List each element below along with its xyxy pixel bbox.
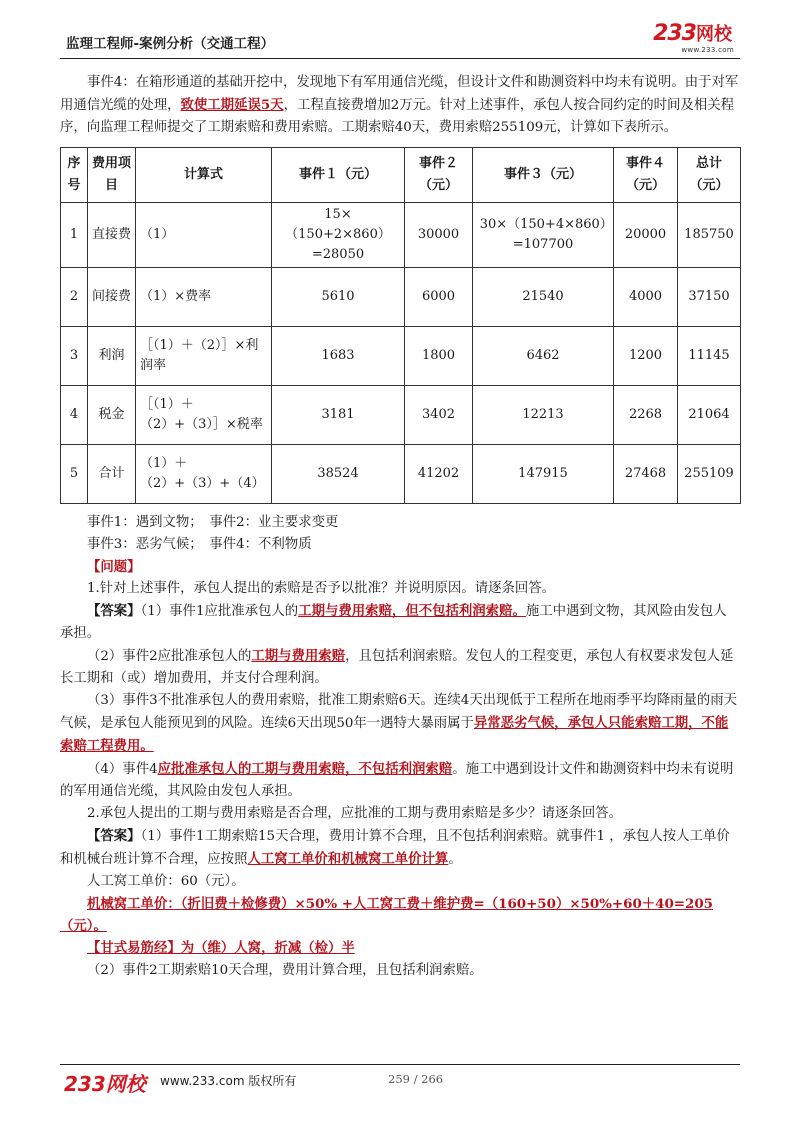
table-cell: 1800 xyxy=(405,327,473,386)
table-row xyxy=(61,327,741,386)
answer-text: 。施工中遇到设计文件和勘测资料中均未有说明的军用通信光缆，其风险由发包人承担。 xyxy=(60,762,734,799)
intro-highlight: 致使工期延误5天 xyxy=(180,97,284,113)
answer-2-2: （2）事件2工期索赔10天合理，费用计算合理，且包括利润索赔。 xyxy=(87,963,483,978)
col-header: 事件３（元） xyxy=(473,148,614,203)
table-cell: 2 xyxy=(61,268,88,327)
page-header xyxy=(60,21,740,59)
question-1: 1.针对上述事件，承包人提出的索赔是否予以批准？并说明原因。请逐条回答。 xyxy=(87,581,556,596)
page-number: 259 / 266 xyxy=(388,1072,444,1086)
table-cell: 255109 xyxy=(678,445,741,504)
table-cell: 41202 xyxy=(405,445,473,504)
table-cell: ［（1）＋（2）+（3）］×税率 xyxy=(136,386,272,445)
table-row xyxy=(61,203,741,268)
mnemonic-text: 为（维）人窝，折减（检）半 xyxy=(180,940,355,956)
answer-text: （2）事件2应批准承包人的 xyxy=(87,649,252,664)
answer-text: （1）事件1应批准承包人的 xyxy=(140,604,299,619)
table-cell: （1） xyxy=(136,203,272,268)
answer-1-2 xyxy=(60,645,740,690)
answer-1-1 xyxy=(60,600,740,645)
answer-highlight: 应批准承包人的工期与费用索赔，不包括利润索赔 xyxy=(157,761,453,777)
table-cell: 185750 xyxy=(678,203,741,268)
table-cell: 1200 xyxy=(614,327,678,386)
question-tag: 【问题】 xyxy=(87,559,141,575)
logo-name: 网校 xyxy=(696,24,732,45)
col-header: 事件４（元） xyxy=(614,148,678,203)
table-row xyxy=(61,386,741,445)
brand-logo xyxy=(636,21,736,54)
table-cell: 11145 xyxy=(678,327,741,386)
question-2: 2.承包人提出的工期与费用索赔是否合理，应批准的工期与费用索赔是多少？请逐条回答。 xyxy=(87,806,623,821)
answer-label: 【答案】 xyxy=(87,603,141,619)
table-cell: 37150 xyxy=(678,268,741,327)
answer-highlight: 异常恶劣气候，承包人只能索赔工期，不能索赔工程费用。 xyxy=(60,715,729,754)
table-cell: 4 xyxy=(61,386,88,445)
table-cell: ［（1）＋（2）］×利润率 xyxy=(136,327,272,386)
col-header: 事件１（元） xyxy=(272,148,405,203)
col-header: 计算式 xyxy=(136,148,272,203)
table-cell: 税金 xyxy=(88,386,136,445)
answer-1-3 xyxy=(60,690,740,758)
answer-highlight: 工期与费用索赔 xyxy=(251,648,346,664)
table-cell: 2268 xyxy=(614,386,678,445)
table-cell: 4000 xyxy=(614,268,678,327)
table-cell: 30000 xyxy=(405,203,473,268)
table-cell: 30×（150+4×860）=107700 xyxy=(473,203,614,268)
table-cell: 21064 xyxy=(678,386,741,445)
intro-paragraph xyxy=(60,72,740,139)
claims-table xyxy=(60,147,741,504)
table-cell: 间接费 xyxy=(88,268,136,327)
table-cell: 20000 xyxy=(614,203,678,268)
table-cell: 3402 xyxy=(405,386,473,445)
document-title: 监理工程师-案例分析（交通工程） xyxy=(66,36,275,52)
table-cell: 15×（150+2×860）=28050 xyxy=(272,203,405,268)
answer-text: 施工中遇到文物，其风险由发包人承担。 xyxy=(60,604,727,641)
table-cell: 6462 xyxy=(473,327,614,386)
answer-text: 。 xyxy=(448,852,462,867)
footer-site: www.233.com 版权所有 xyxy=(160,1074,297,1088)
table-cell: 21540 xyxy=(473,268,614,327)
col-header: 序号 xyxy=(61,148,88,203)
page-footer xyxy=(60,1064,740,1096)
answer-highlight: 工期与费用索赔，但不包括利润索赔。 xyxy=(298,603,526,619)
table-cell: 5610 xyxy=(272,268,405,327)
answer-highlight: 人工窝工单价和机械窝工单价计算 xyxy=(247,851,449,867)
table-cell: 合计 xyxy=(88,445,136,504)
answer-2-1 xyxy=(60,825,740,871)
table-cell: 3 xyxy=(61,327,88,386)
table-cell: 3181 xyxy=(272,386,405,445)
table-cell: 147915 xyxy=(473,445,614,504)
table-row xyxy=(61,445,741,504)
footer-logo: 233网校 xyxy=(64,1072,146,1096)
col-header: 费用项目 xyxy=(88,148,136,203)
table-cell: 1 xyxy=(61,203,88,268)
intro-text-b: ，工程直接费增加2万元。针对上述事件，承包人按合同约定的时间及相关程序，向监理工程师提交了工期索赔和费用索赔。工期索赔40天，费用索赔255109元，计算如下表所示。 xyxy=(60,98,734,135)
col-header: 总计（元） xyxy=(678,148,741,203)
table-cell: 6000 xyxy=(405,268,473,327)
logo-url: www.233.com xyxy=(681,46,734,54)
table-cell: 12213 xyxy=(473,386,614,445)
mnemonic xyxy=(60,937,740,960)
table-header-row xyxy=(61,148,741,203)
table-cell: 27468 xyxy=(614,445,678,504)
answer-1-4 xyxy=(60,758,740,803)
table-cell: 5 xyxy=(61,445,88,504)
table-cell: 利润 xyxy=(88,327,136,386)
table-cell: （1）＋（2）+（3）+（4） xyxy=(136,445,272,504)
mnemonic-tag: 【甘式易筋经】 xyxy=(87,940,181,956)
table-row xyxy=(61,268,741,327)
table-cell: （1）×费率 xyxy=(136,268,272,327)
col-header: 事件２（元） xyxy=(405,148,473,203)
answer-text: （3）事件3不批准承包人的费用索赔，批准工期索赔6天。连续4天出现低于工程所在地雨季平均降雨量的雨天气候，是承包人能预见到的风险。连续6天出现50年一遇特大暴雨属于 xyxy=(60,693,738,731)
intro-text-a: 事件4：在箱形通道的基础开挖中，发现地下有军用通信光缆，但设计文件和勘测资料中均未有说明。由于对军用通信光缆的处理， xyxy=(60,75,739,113)
page-content xyxy=(60,72,740,982)
table-cell: 1683 xyxy=(272,327,405,386)
answer-text: （1）事件1工期索赔15天合理，费用计算不合理，且不包括利润索赔。就事件1 ，承包人按人工单价和机械台班计算不合理，应按照 xyxy=(60,829,730,867)
answer-text: （4）事件4 xyxy=(87,762,158,777)
logo-number: 233 xyxy=(653,21,696,46)
table-cell: 直接费 xyxy=(88,203,136,268)
machine-price-formula: 机械窝工单价：（折旧费＋检修费）×50% +人工窝工费＋维护费=（160+50）×50%+60＋40=205（元）。 xyxy=(60,896,713,934)
events-note-line: 事件1：遇到文物； 事件2：业主要求变更 xyxy=(87,515,339,530)
answer-label: 【答案】 xyxy=(87,828,141,844)
answer-text: ，且包括利润索赔。发包人的工程变更，承包人有权要求发包人延长工期和（或）增加费用，并支付合理利润。 xyxy=(60,649,734,686)
events-note-line: 事件3：恶劣气候； 事件4：不利物质 xyxy=(87,537,312,552)
table-cell: 38524 xyxy=(272,445,405,504)
labor-price: 人工窝工单价：60（元）。 xyxy=(87,874,245,889)
